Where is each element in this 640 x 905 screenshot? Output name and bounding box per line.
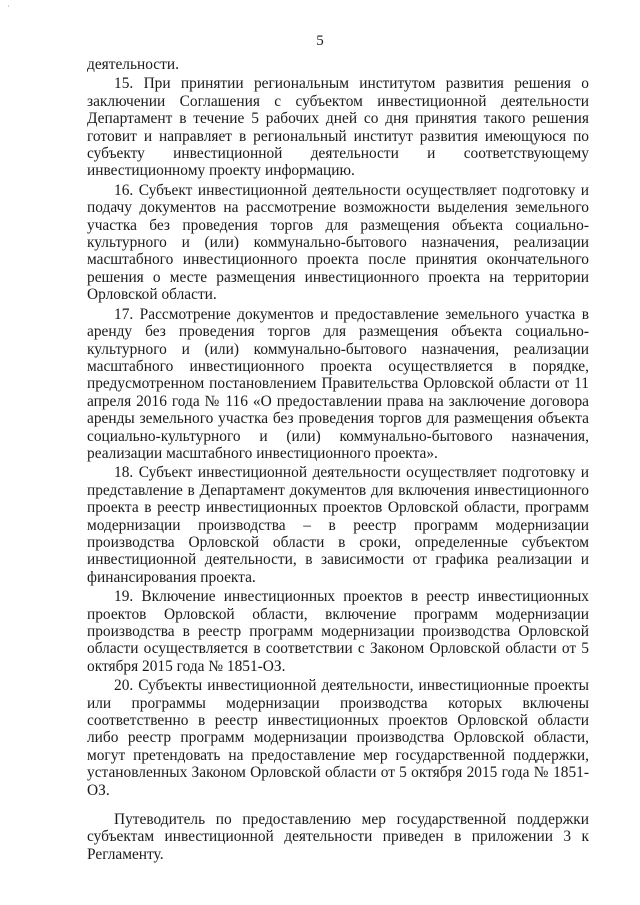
scan-mark: · bbox=[7, 2, 10, 11]
paragraph-20: 20. Субъекты инвестиционной деятельности, инвестиционные проекты или программы модернизации производства которых включены соответственно в реестр инвестиционных проектов Орловской области либо реестр программ модернизации производства Орловской области, могут претендовать на предоставление мер государственной поддержки, установленных Законом Орловской области от 5 октября 2015 года № 1851-ОЗ. bbox=[87, 677, 589, 799]
paragraph-16: 16. Субъект инвестиционной деятельности осуществляет подготовку и подачу документов на рассмотрение возможности выделения земельного участка без проведения торгов для размещения объекта социально-культурного и (или) коммунально-бытового назначения, реализации масштабного инвестиционного проекта после принятия окончательного решения о месте размещения инвестиционного проекта на территории Орловской области. bbox=[87, 181, 589, 304]
paragraph-continuation: деятельности. bbox=[87, 56, 179, 73]
spacer bbox=[87, 801, 589, 811]
document-body bbox=[87, 56, 589, 865]
paragraph-18: 18. Субъект инвестиционной деятельности осуществляет подготовку и представление в Департамент документов для включения инвестиционного проекта в реестр инвестиционных проектов Орловской области, программ модернизации производства – в реестр программ модернизации производства Орловской области в сроки, определенные субъектом инвестиционной деятельности, в зависимости от графика реализации и финансирования проекта. bbox=[87, 464, 589, 586]
paragraph-15: 15. При принятии региональным институтом развития решения о заключении Соглашения с субъектом инвестиционной деятельности Департамент в течение 5 рабочих дней со дня принятия такого решения готовит и направляет в региональный институт развития имеющуюся по субъекту инвестиционной деятельности и соответствующему инвестиционному проекту информацию. bbox=[87, 75, 589, 180]
paragraph-guide-note: Путеводитель по предоставлению мер государственной поддержки субъектам инвестиционной деятельности приведен в приложении 3 к Регламенту. bbox=[87, 811, 589, 863]
page-number: 5 bbox=[316, 33, 324, 49]
paragraph-17: 17. Рассмотрение документов и предоставление земельного участка в аренду без проведения торгов для размещения объекта социально-культурного и (или) коммунально-бытового назначения, реализации масштабного инвестиционного проекта осуществляется в порядке, предусмотренном постановлением Правительства Орловской области от 11 апреля 2016 года № 116 «О предоставлении права на заключение договора аренды земельного участка без проведения торгов для размещения объекта социально-культурного и (или) коммунально-бытового назначения, реализации масштабного инвестиционного проекта». bbox=[87, 305, 589, 462]
paragraph-19: 19. Включение инвестиционных проектов в реестр инвестиционных проектов Орловской области, включение программ модернизации производства в реестр программ модернизации производства Орловской области осуществляется в соответствии с Законом Орловской области от 5 октября 2015 года № 1851-ОЗ. bbox=[87, 588, 589, 675]
